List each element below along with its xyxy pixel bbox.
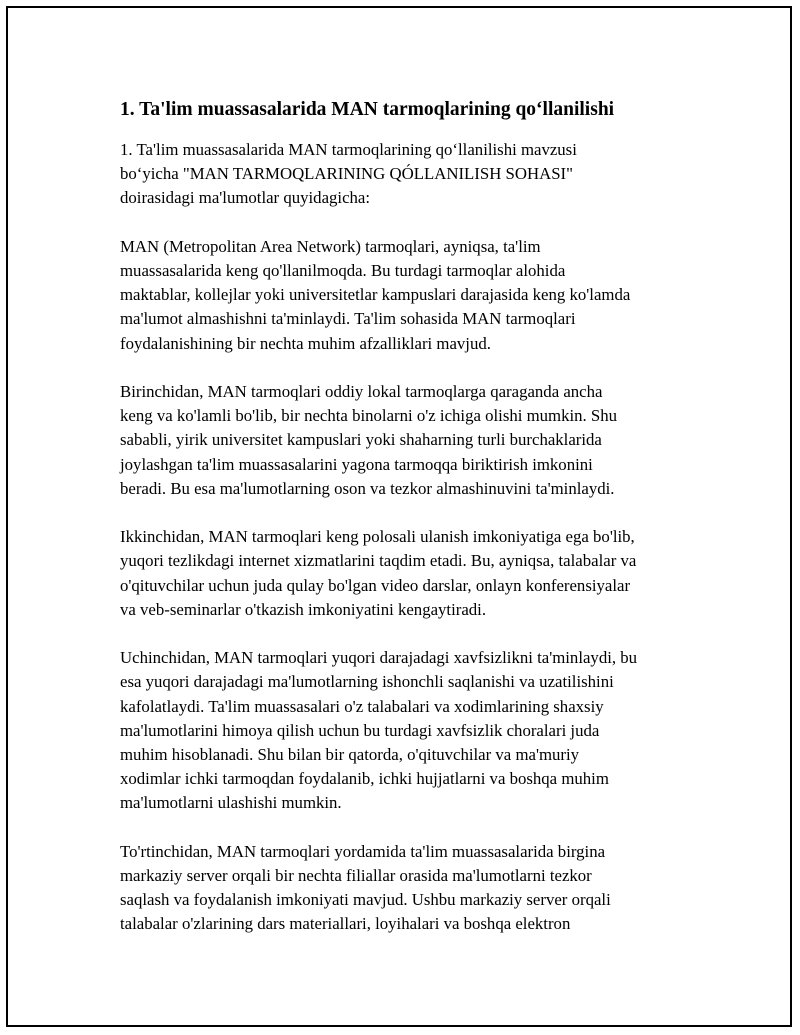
paragraph-third-point: Uchinchidan, MAN tarmoqlari yuqori darajadagi xavfsizlikni ta'minlaydi, bu esa yuqori darajadagi ma'lumotlarning ishonchli saqlanishi va uzatilishini kafolatlaydi. Ta'lim muassasalari o'z talabalari va xodimlarining shaxsiy ma'lumotlarini himoya qilish uchun bu turdagi xavfsizlik choralari juda muhim hisoblanadi. Shu bilan bir qatorda, o'qituvchilar va ma'muriy xodimlar ichki tarmoqdan foydalanib, ichki hujjatlarni va boshqa muhim ma'lumotlarni ulashishi mumkin. — [120, 648, 638, 813]
paragraph-second-point: Ikkinchidan, MAN tarmoqlari keng polosali ulanish imkoniyatiga ega bo'lib, yuqori tezlikdagi internet xizmatlarini taqdim etadi. Bu, ayniqsa, talabalar va o'qituvchilar uchun juda qulay bo'lgan video darslar, onlayn konferensiyalar va veb-seminarlar o'tkazish imkoniyatini kengaytiradi. — [120, 527, 637, 619]
paragraph-intro: 1. Ta'lim muassasalarida MAN tarmoqlarining qo‘llanilishi mavzusi bo‘yicha "MAN TARMOQLARINING QÓLLANILISH SOHASI" doirasidagi ma'lumotlar quyidagicha: — [120, 140, 577, 208]
paragraph-fourth-point: To'rtinchidan, MAN tarmoqlari yordamida ta'lim muassasalarida birgina markaziy server orqali bir nechta filiallar orasida ma'lumotlarni tezkor saqlash va foydalanish imkoniyati mavjud. Ushbu markaziy server orqali talabalar o'zlarining dars materiallari, loyihalari va boshqa elektron — [120, 841, 611, 934]
document-page — [6, 6, 792, 1027]
paragraph-man-overview: MAN (Metropolitan Area Network) tarmoqlari, ayniqsa, ta'lim muassasalarida keng qo'llanilmoqda. Bu turdagi tarmoqlar alohida maktablar, kollejlar yoki universitetlar kampuslari darajasida keng ko'lamda ma'lumot almashishni ta'minlaydi. Ta'lim sohasida MAN tarmoqlari foydalanishining bir nechta muhim afzalliklari mavjud. — [120, 236, 631, 353]
document-content — [120, 98, 700, 961]
paragraph-first-point: Birinchidan, MAN tarmoqlari oddiy lokal tarmoqlarga qaraganda ancha keng va ko'lamli bo'lib, bir nechta binolarni o'z ichiga olishi mumkin. Shu sababli, yirik universitet kampuslari yoki shaharning turli burchaklarida joylashgan ta'lim muassasalarini yagona tarmoqqa biriktirish imkonini beradi. Bu esa ma'lumotlarning oson va tezkor almashinuvini ta'minlaydi. — [120, 382, 618, 498]
document-title: 1. Ta'lim muassasalarida MAN tarmoqlarining qo‘llanilishi — [120, 99, 615, 120]
